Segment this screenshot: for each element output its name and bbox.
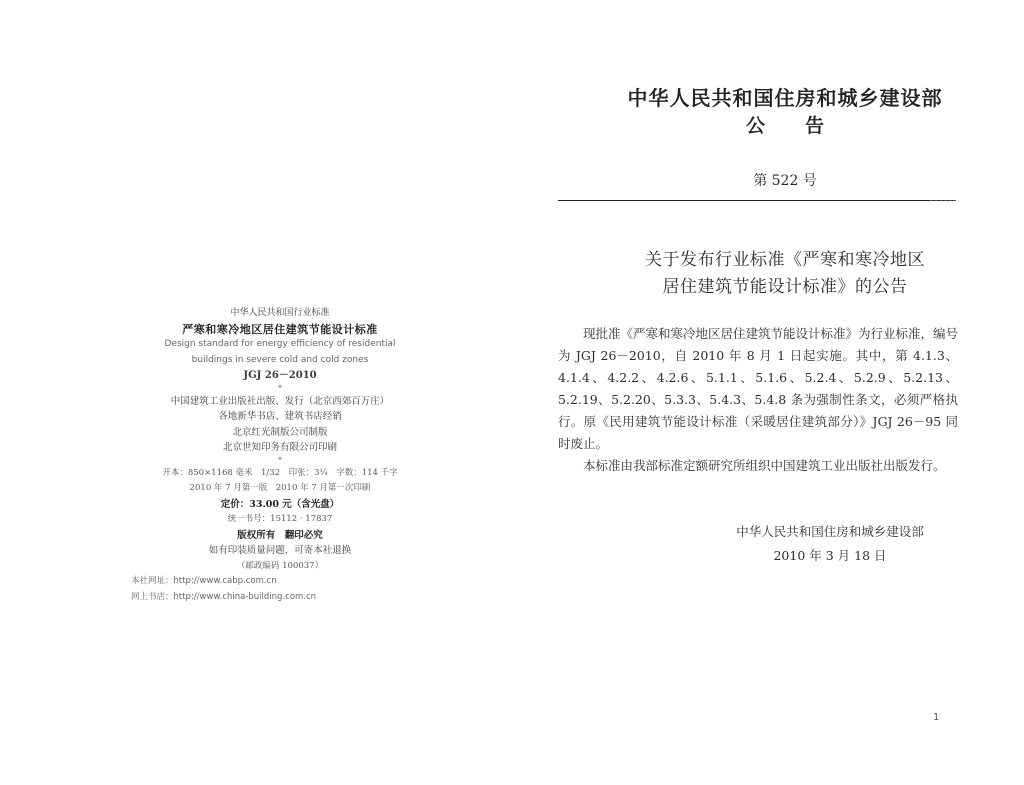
publisher-line: 中国建筑工业出版社出版、发行（北京西郊百万庄）: [170, 395, 390, 407]
standard-title-en-line2: buildings in severe cold and cold zones: [191, 354, 369, 365]
right-page: [545, 0, 1024, 785]
edition-line: 2010 年 7 月第一版 2010 年 7 月第一次印刷: [189, 483, 371, 493]
header-rule: [558, 200, 953, 201]
subject-line-2: 居住建筑节能设计标准》的公告: [662, 277, 908, 297]
notice-title: 公告: [745, 115, 864, 137]
distribution-line: 各地新华书店、建筑书店经销: [218, 411, 342, 422]
subject-line-1: 关于发布行业标准《严寒和寒冷地区: [645, 250, 925, 270]
body-paragraph-1: 现批准《严寒和寒冷地区居住建筑节能设计标准》为行业标准，编号为 JGJ 26－2010，自 2010 年 8 月 1 日起实施。其中，第 4.1.3、4.1.4、4.2.2、4.2.6、5.1.1、5.1.6、5.2.4、5.2.9、5.2.13、5.2.19、5.2.20、5.3.3、5.4.3、5.4.8 条为强制性条文，必须严格执行。原《民用建筑节能设计标准（采暖居住建筑部分）》JGJ 26－95 同时废止。: [558, 326, 959, 451]
printing-line: 北京世知印务有限公司印刷: [222, 442, 337, 453]
announcement-number: 第 522 号: [753, 173, 817, 189]
colophon: [125, 306, 435, 605]
separator-dot: *: [278, 383, 282, 393]
announcement-body: [558, 323, 958, 477]
page-number: 1: [933, 712, 940, 723]
price-line: 定价：33.00 元（含光盘）: [220, 498, 340, 510]
signature-organization: 中华人民共和国住房和城乡建设部: [736, 524, 924, 539]
copyright-line: 版权所有 翻印必究: [237, 529, 323, 541]
quality-line: 如有印装质量问题，可寄本社退换: [208, 545, 352, 556]
header-rule-tail: [930, 200, 956, 202]
isbn-line: 统一书号：15112 · 17837: [227, 514, 333, 524]
signature-date: 2010 年 3 月 18 日: [773, 548, 887, 563]
signature-block: [715, 520, 945, 568]
ministry-heading: 中华人民共和国住房和城乡建设部: [627, 86, 943, 110]
standard-code: JGJ 26－2010: [243, 370, 317, 381]
postcode-line: （邮政编码 100037）: [236, 560, 324, 571]
body-paragraph-2: 本标准由我部标准定额研究所组织中国建筑工业出版社出版发行。: [583, 458, 946, 473]
announcement-subject: [575, 247, 995, 301]
separator-dot: *: [278, 455, 282, 465]
standard-title-en-line1: Design standard for energy efficiency of residential: [164, 339, 396, 349]
standard-series: 中华人民共和国行业标准: [230, 308, 330, 318]
typesetting-line: 北京红光制版公司制版: [232, 426, 328, 438]
website-line: 本社网址：http://www.cabp.com.cn: [131, 576, 277, 586]
format-line: 开本：850×1168 毫米 1/32 印张：3¼ 字数：114 千字: [162, 467, 398, 478]
standard-title: 严寒和寒冷地区居住建筑节能设计标准: [182, 322, 378, 336]
bookstore-line: 网上书店：http://www.china-building.com.cn: [131, 591, 317, 602]
